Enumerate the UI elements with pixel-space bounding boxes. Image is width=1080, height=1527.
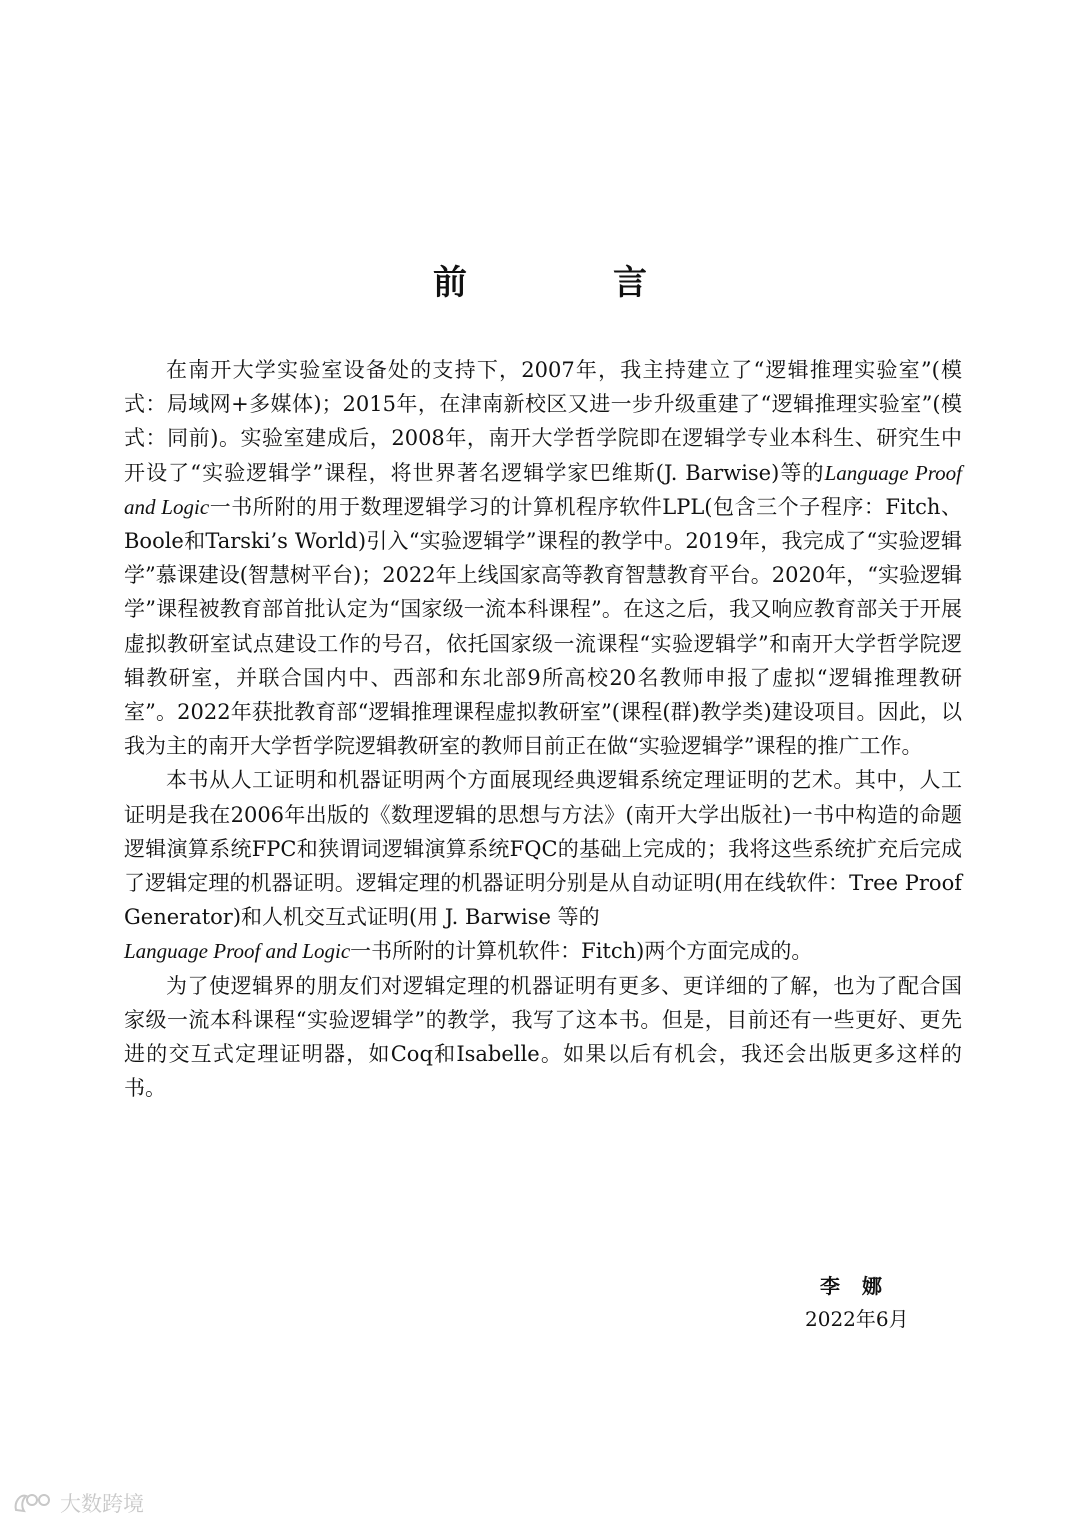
paragraph-3 [124,969,962,1106]
book-title-2: Language Proof and Logic [124,939,351,964]
signature-date: 2022年6月 [805,1307,909,1331]
watermark-logo-icon [12,1490,56,1516]
paragraph-1-part-a: 在南开大学实验室设备处的支持下，2007年，我主持建立了“逻辑推理实验室”(模式：局域网+多媒体)；2015年，在津南新校区又进一步升级重建了“逻辑推理实验室”(模式：同前)。实验室建成后，2008年，南开大学哲学院即在逻辑学专业本科生、研究生中开设了“实验逻辑学”课程，将世界著名逻辑学家巴维斯(J. Barwise)等的 [124,358,962,485]
paragraph-3-text: 为了使逻辑界的朋友们对逻辑定理的机器证明有更多、更详细的了解，也为了配合国家级一流本科课程“实验逻辑学”的教学，我写了这本书。但是，目前还有一些更好、更先进的交互式定理证明器，如Coq和Isabelle。如果以后有机会，我还会出版更多这样的书。 [124,973,962,1101]
paragraph-2 [124,763,962,968]
author-signature: 李娜 [820,1274,904,1298]
book-title-1: Language Proof and Logic [124,460,962,519]
preface-body [124,353,962,1105]
watermark-text: 大数跨境 [60,1492,144,1516]
page-title: 前 言 [433,263,703,303]
paragraph-1 [124,353,962,763]
paragraph-2-part-a: 本书从人工证明和机器证明两个方面展现经典逻辑系统定理证明的艺术。其中，人工证明是我在2006年出版的《数理逻辑的思想与方法》(南开大学出版社)一书中构造的命题逻辑演算系统FPC和狭谓词逻辑演算系统FQC的基础上完成的；我将这些系统扩充后完成了逻辑定理的机器证明。逻辑定理的机器证明分别是从自动证明(用在线软件：Tree Proof Generator)和人机交互式证明(用 J. Barwise 等的 [124,768,962,930]
paragraph-1-part-b: 一书所附的用于数理逻辑学习的计算机程序软件LPL(包含三个子程序：Fitch、Boole和Tarski’s World)引入“实验逻辑学”课程的教学中。2019年，我完成了“实验逻辑学”慕课建设(智慧树平台)；2022年上线国家高等教育智慧教育平台。2020年，“实验逻辑学”课程被教育部首批认定为“国家级一流本科课程”。在这之后，我又响应教育部关于开展虚拟教研室试点建设工作的号召，依托国家级一流课程“实验逻辑学”和南开大学哲学院逻辑教研室，并联合国内中、西部和东北部9所高校20名教师申报了虚拟“逻辑推理教研室”。2022年获批教育部“逻辑推理课程虚拟教研室”(课程(群)教学类)建设项目。因此，以我为主的南开大学哲学院逻辑教研室的教师目前正在做“实验逻辑学”课程的推广工作。 [124,494,962,759]
watermark [12,1488,144,1518]
paragraph-2-part-b: 一书所附的计算机软件：Fitch)两个方面完成的。 [350,939,813,964]
